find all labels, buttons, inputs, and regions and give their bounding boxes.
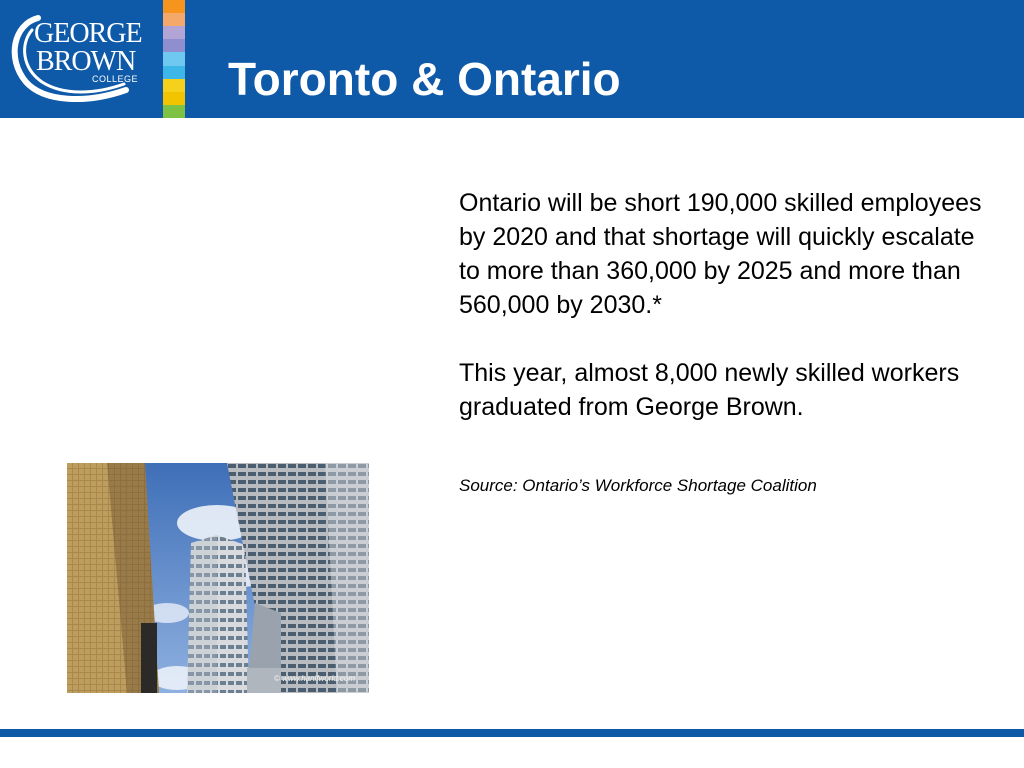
logo-line-college: COLLEGE (92, 74, 139, 84)
color-stripe-2 (163, 13, 185, 26)
logo-line-george: GEORGE (34, 18, 142, 49)
logo-line-brown: BROWN (36, 46, 136, 77)
color-stripe-9 (163, 105, 185, 118)
photo-credit: © www.hanifworld.com (273, 674, 355, 683)
color-stripe-4 (163, 39, 185, 52)
color-stripe-7 (163, 79, 185, 92)
paragraph-graduates: This year, almost 8,000 newly skilled workers graduated from George Brown. (459, 359, 960, 421)
color-stripe-6 (163, 66, 185, 79)
source-citation: Source: Ontario’s Workforce Shortage Coalition (459, 476, 817, 495)
toronto-skyscrapers-photo (67, 463, 369, 693)
skyline-illustration (67, 463, 369, 693)
paragraph-shortage: Ontario will be short 190,000 skilled employees by 2020 and that shortage will quickly escalate to more than 360,000 by 2025 and more than 560,000 by 2030.* (459, 189, 982, 319)
slide-body (459, 186, 999, 424)
color-stripes (163, 0, 185, 118)
color-stripe-1 (163, 0, 185, 13)
slide-header (0, 0, 1024, 118)
color-stripe-3 (163, 26, 185, 39)
slide-title: Toronto & Ontario (228, 53, 621, 105)
george-brown-logo (8, 10, 158, 106)
color-stripe-8 (163, 92, 185, 105)
color-stripe-5 (163, 52, 185, 65)
footer-bar (0, 729, 1024, 737)
